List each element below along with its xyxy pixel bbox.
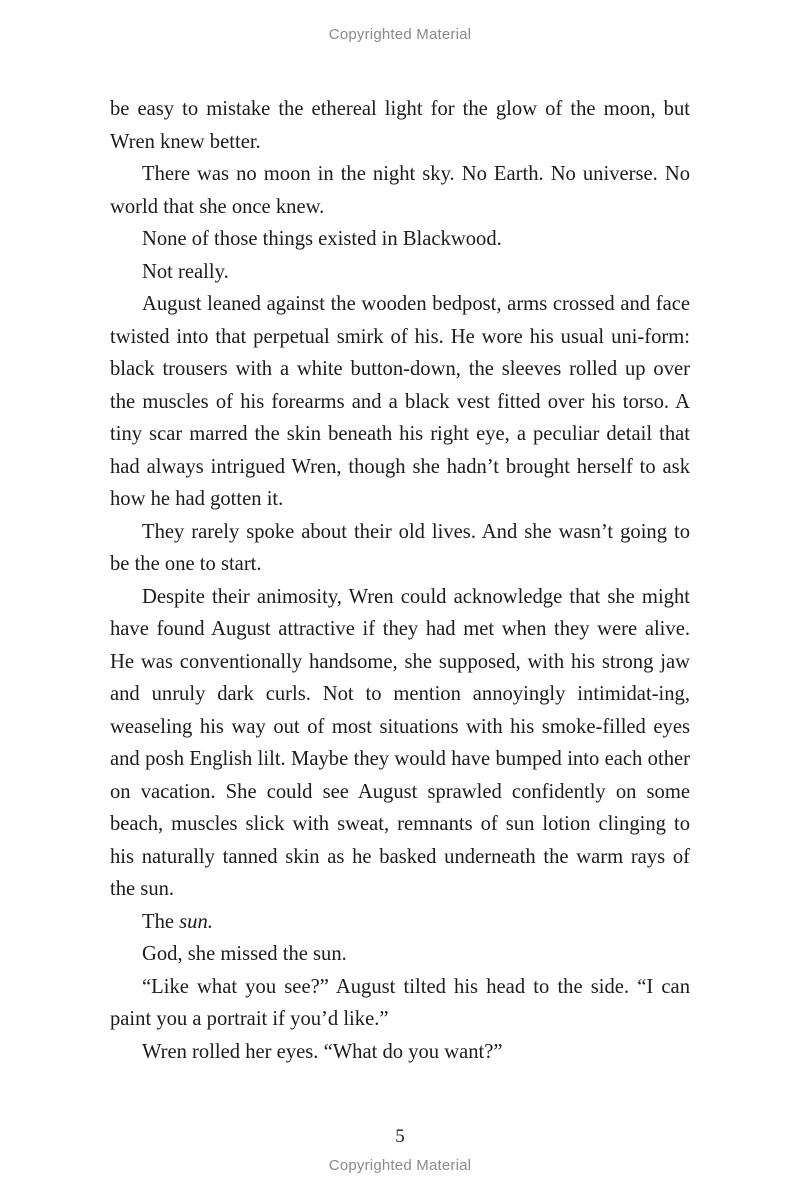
paragraph-8 bbox=[110, 906, 690, 939]
page-number: 5 bbox=[395, 1126, 405, 1147]
paragraph-9: God, she missed the sun. bbox=[142, 943, 347, 965]
paragraph-5: August leaned against the wooden bedpost, arms crossed and face twisted into that perpetual smirk of his. He wore his usual uni-form: black trousers with a white button-down, the sleeves rolled up over the muscles of his forearms and a black vest fitted over his torso. A tiny scar marred the skin beneath his right eye, a peculiar detail that had always intrigued Wren, though she hadn’t brought herself to ask how he had gotten it. bbox=[110, 293, 690, 510]
paragraph-4: Not really. bbox=[142, 260, 229, 283]
paragraph-1: be easy to mistake the ethereal light for the glow of the moon, but Wren knew better. bbox=[110, 98, 690, 153]
copyright-watermark-bottom: Copyrighted Material bbox=[328, 1157, 472, 1174]
paragraph-8-emphasis: sun. bbox=[179, 910, 213, 933]
copyright-watermark-top: Copyrighted Material bbox=[328, 26, 472, 43]
paragraph-8-prefix: The bbox=[142, 910, 180, 933]
body-text bbox=[110, 93, 690, 1068]
paragraph-7: Despite their animosity, Wren could acknowledge that she might have found August attractive if they had met when they were alive. He was conventionally handsome, she supposed, with his strong jaw and unruly dark curls. Not to mention annoyingly intimidat-ing, weaseling his way out of most situations with his smoke-filled eyes and posh English lilt. Maybe they would have bumped into each other on vacation. She could see August sprawled confidently on some beach, muscles slick with sweat, remnants of sun lotion clinging to his naturally tanned skin as he basked underneath the warm rays of the sun. bbox=[110, 585, 690, 900]
paragraph-11: Wren rolled her eyes. “What do you want?” bbox=[142, 1040, 503, 1063]
paragraph-6: They rarely spoke about their old lives. And she wasn’t going to be the one to start. bbox=[110, 520, 690, 575]
paragraph-10: “Like what you see?” August tilted his head to the side. “I can paint you a portrait if you’d like.” bbox=[110, 975, 690, 1030]
paragraph-3: None of those things existed in Blackwood. bbox=[142, 228, 502, 250]
paragraph-2: There was no moon in the night sky. No Earth. No universe. No world that she once knew. bbox=[110, 163, 690, 218]
